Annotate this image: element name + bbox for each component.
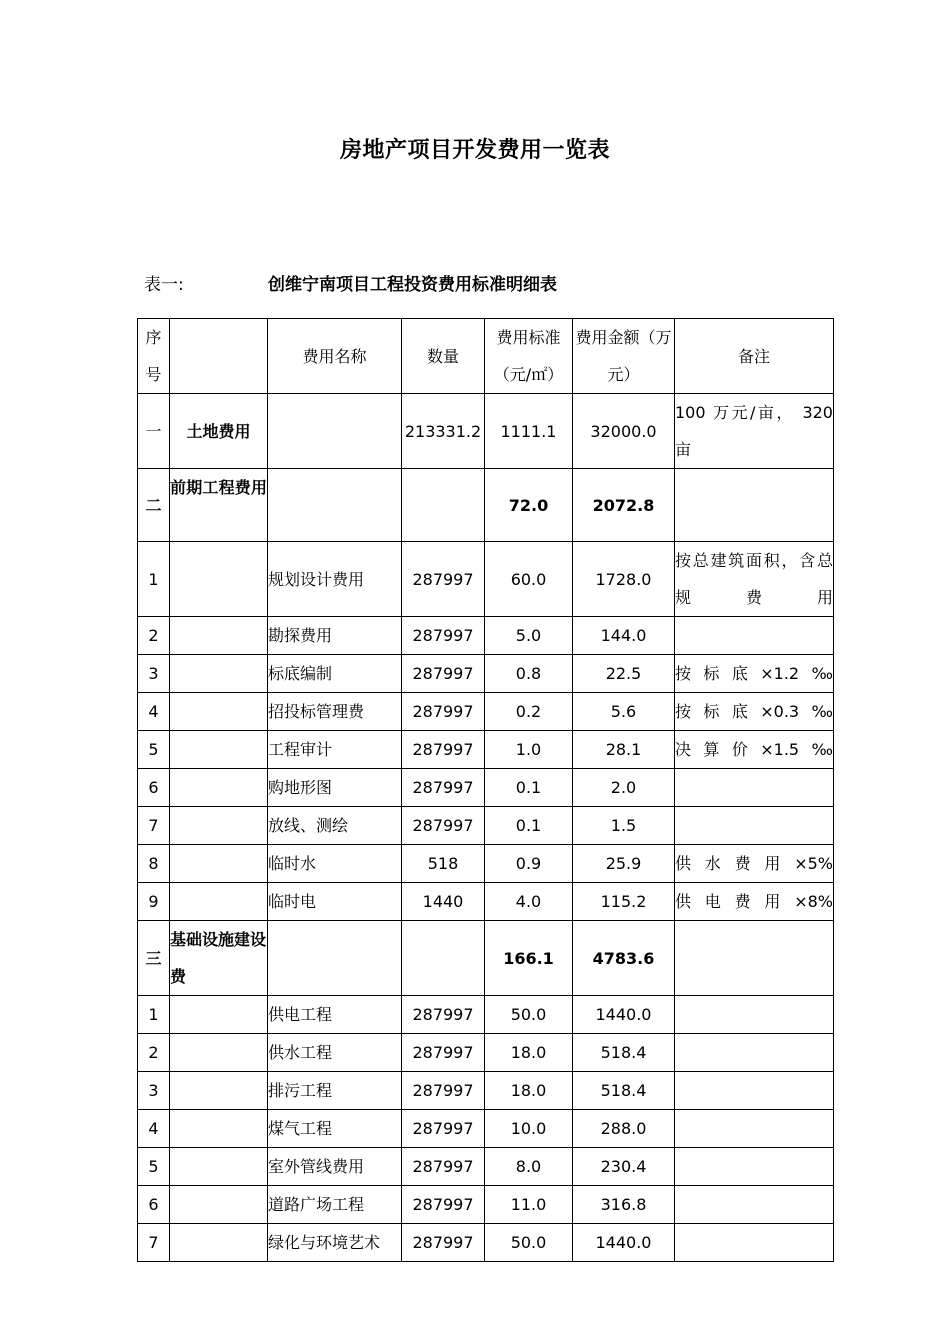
table-row (138, 394, 834, 469)
cell-seq: 1 (138, 996, 170, 1034)
cell-amount: 2.0 (573, 769, 675, 807)
cell-standard: 0.1 (485, 769, 573, 807)
table-row (138, 617, 834, 655)
cell-note (675, 469, 834, 542)
cell-name: 供电工程 (268, 996, 402, 1034)
cell-standard: 72.0 (485, 469, 573, 542)
cell-amount: 518.4 (573, 1072, 675, 1110)
cell-amount: 144.0 (573, 617, 675, 655)
table-row (138, 731, 834, 769)
page-title: 房地产项目开发费用一览表 (339, 138, 610, 163)
header-standard: 费用标准（元/㎡） (485, 319, 573, 394)
table-row (138, 1186, 834, 1224)
cell-seq: 1 (138, 542, 170, 617)
cell-quantity: 287997 (402, 655, 485, 693)
table-row (138, 807, 834, 845)
cell-name: 工程审计 (268, 731, 402, 769)
header-seq: 序号 (138, 319, 170, 394)
cell-note (675, 996, 834, 1034)
cell-category (170, 731, 268, 769)
cell-quantity: 518 (402, 845, 485, 883)
cell-seq: 6 (138, 769, 170, 807)
cell-note (675, 921, 834, 996)
cell-name: 标底编制 (268, 655, 402, 693)
cell-note (675, 1224, 834, 1262)
cell-quantity: 1440 (402, 883, 485, 921)
cell-amount: 22.5 (573, 655, 675, 693)
cell-category (170, 693, 268, 731)
cell-standard: 60.0 (485, 542, 573, 617)
cell-category: 土地费用 (170, 394, 268, 469)
cell-amount: 230.4 (573, 1148, 675, 1186)
cell-standard: 0.9 (485, 845, 573, 883)
cell-quantity (402, 921, 485, 996)
cell-note (675, 769, 834, 807)
table-row (138, 1148, 834, 1186)
cell-name (268, 469, 402, 542)
header-amount: 费用金额（万元） (573, 319, 675, 394)
cell-quantity: 287997 (402, 1072, 485, 1110)
cell-seq: 5 (138, 731, 170, 769)
cell-category: 基础设施建设费 (170, 921, 268, 996)
cell-amount: 1728.0 (573, 542, 675, 617)
cell-amount: 288.0 (573, 1110, 675, 1148)
header-category (170, 319, 268, 394)
table-row (138, 1034, 834, 1072)
cell-amount: 1.5 (573, 807, 675, 845)
cell-standard: 8.0 (485, 1148, 573, 1186)
cell-seq: 5 (138, 1148, 170, 1186)
cell-category (170, 655, 268, 693)
table-header-row (138, 319, 834, 394)
cell-name: 道路广场工程 (268, 1186, 402, 1224)
cell-name (268, 394, 402, 469)
cell-note (675, 1072, 834, 1110)
table-row (138, 1110, 834, 1148)
cell-standard: 18.0 (485, 1034, 573, 1072)
cell-category (170, 769, 268, 807)
cell-amount: 1440.0 (573, 1224, 675, 1262)
cell-quantity: 287997 (402, 693, 485, 731)
header-quantity: 数量 (402, 319, 485, 394)
table-row (138, 883, 834, 921)
cell-amount: 4783.6 (573, 921, 675, 996)
table-row (138, 996, 834, 1034)
cell-category (170, 807, 268, 845)
cell-seq: 7 (138, 1224, 170, 1262)
cell-standard: 1.0 (485, 731, 573, 769)
cell-seq: 9 (138, 883, 170, 921)
cell-seq: 2 (138, 1034, 170, 1072)
cell-category (170, 1224, 268, 1262)
cell-quantity: 287997 (402, 1186, 485, 1224)
table-row (138, 769, 834, 807)
cell-amount: 518.4 (573, 1034, 675, 1072)
cell-name: 煤气工程 (268, 1110, 402, 1148)
cell-standard: 0.1 (485, 807, 573, 845)
fee-table (137, 318, 834, 1262)
cell-category (170, 996, 268, 1034)
table-row (138, 469, 834, 542)
cell-seq: 3 (138, 1072, 170, 1110)
cell-note (675, 1034, 834, 1072)
cell-category (170, 1148, 268, 1186)
cell-name: 绿化与环境艺术 (268, 1224, 402, 1262)
cell-name: 招投标管理费 (268, 693, 402, 731)
cell-quantity: 287997 (402, 1034, 485, 1072)
cell-name: 勘探费用 (268, 617, 402, 655)
cell-note (675, 807, 834, 845)
cell-quantity: 287997 (402, 996, 485, 1034)
cell-amount: 2072.8 (573, 469, 675, 542)
cell-name (268, 921, 402, 996)
cell-category (170, 542, 268, 617)
cell-category (170, 1186, 268, 1224)
cell-quantity: 287997 (402, 807, 485, 845)
cell-standard: 4.0 (485, 883, 573, 921)
cell-name: 排污工程 (268, 1072, 402, 1110)
cell-name: 购地形图 (268, 769, 402, 807)
cell-note: 按总建筑面积，含总规费用 (675, 542, 834, 617)
cell-standard: 50.0 (485, 996, 573, 1034)
cell-seq: 7 (138, 807, 170, 845)
cell-name: 临时电 (268, 883, 402, 921)
cell-standard: 50.0 (485, 1224, 573, 1262)
cell-seq: 4 (138, 693, 170, 731)
cell-standard: 166.1 (485, 921, 573, 996)
cell-standard: 1111.1 (485, 394, 573, 469)
cell-category: 前期工程费用 (170, 469, 268, 542)
cell-seq: 2 (138, 617, 170, 655)
table-row (138, 542, 834, 617)
cell-category (170, 883, 268, 921)
cell-quantity: 287997 (402, 1224, 485, 1262)
cell-amount: 25.9 (573, 845, 675, 883)
cell-note: 按标底×0.3‰ (675, 693, 834, 731)
cell-seq: 4 (138, 1110, 170, 1148)
cell-category (170, 617, 268, 655)
cell-seq: 三 (138, 921, 170, 996)
table-row (138, 655, 834, 693)
cell-seq: 二 (138, 469, 170, 542)
cell-quantity: 287997 (402, 617, 485, 655)
cell-name: 放线、测绘 (268, 807, 402, 845)
cell-amount: 5.6 (573, 693, 675, 731)
cell-category (170, 1072, 268, 1110)
cell-standard: 0.8 (485, 655, 573, 693)
table-row (138, 845, 834, 883)
table-caption-title: 创维宁南项目工程投资费用标准明细表 (268, 275, 557, 295)
cell-category (170, 1110, 268, 1148)
cell-quantity (402, 469, 485, 542)
cell-quantity: 287997 (402, 731, 485, 769)
cell-note (675, 1148, 834, 1186)
cell-category (170, 1034, 268, 1072)
cell-standard: 10.0 (485, 1110, 573, 1148)
cell-note: 100 万元/亩， 320 亩 (675, 394, 834, 469)
cell-quantity: 287997 (402, 769, 485, 807)
cell-quantity: 287997 (402, 1110, 485, 1148)
cell-quantity: 213331.2 (402, 394, 485, 469)
cell-name: 临时水 (268, 845, 402, 883)
cell-seq: 3 (138, 655, 170, 693)
cell-name: 供水工程 (268, 1034, 402, 1072)
cell-category (170, 845, 268, 883)
cell-quantity: 287997 (402, 542, 485, 617)
cell-amount: 28.1 (573, 731, 675, 769)
cell-seq: 一 (138, 394, 170, 469)
header-note: 备注 (675, 319, 834, 394)
table-row (138, 921, 834, 996)
cell-note: 决算价×1.5‰ (675, 731, 834, 769)
cell-note (675, 617, 834, 655)
cell-note: 供电费用×8% (675, 883, 834, 921)
table-row (138, 1072, 834, 1110)
cell-amount: 1440.0 (573, 996, 675, 1034)
cell-note: 供水费用×5% (675, 845, 834, 883)
header-name: 费用名称 (268, 319, 402, 394)
cell-standard: 11.0 (485, 1186, 573, 1224)
cell-note (675, 1186, 834, 1224)
cell-note: 按标底×1.2‰ (675, 655, 834, 693)
cell-quantity: 287997 (402, 1148, 485, 1186)
cell-standard: 5.0 (485, 617, 573, 655)
cell-standard: 0.2 (485, 693, 573, 731)
cell-note (675, 1110, 834, 1148)
table-caption-label: 表一: (144, 275, 184, 295)
cell-amount: 115.2 (573, 883, 675, 921)
table-row (138, 693, 834, 731)
cell-standard: 18.0 (485, 1072, 573, 1110)
cell-name: 规划设计费用 (268, 542, 402, 617)
table-row (138, 1224, 834, 1262)
cell-amount: 32000.0 (573, 394, 675, 469)
cell-amount: 316.8 (573, 1186, 675, 1224)
cell-name: 室外管线费用 (268, 1148, 402, 1186)
cell-seq: 8 (138, 845, 170, 883)
cell-seq: 6 (138, 1186, 170, 1224)
